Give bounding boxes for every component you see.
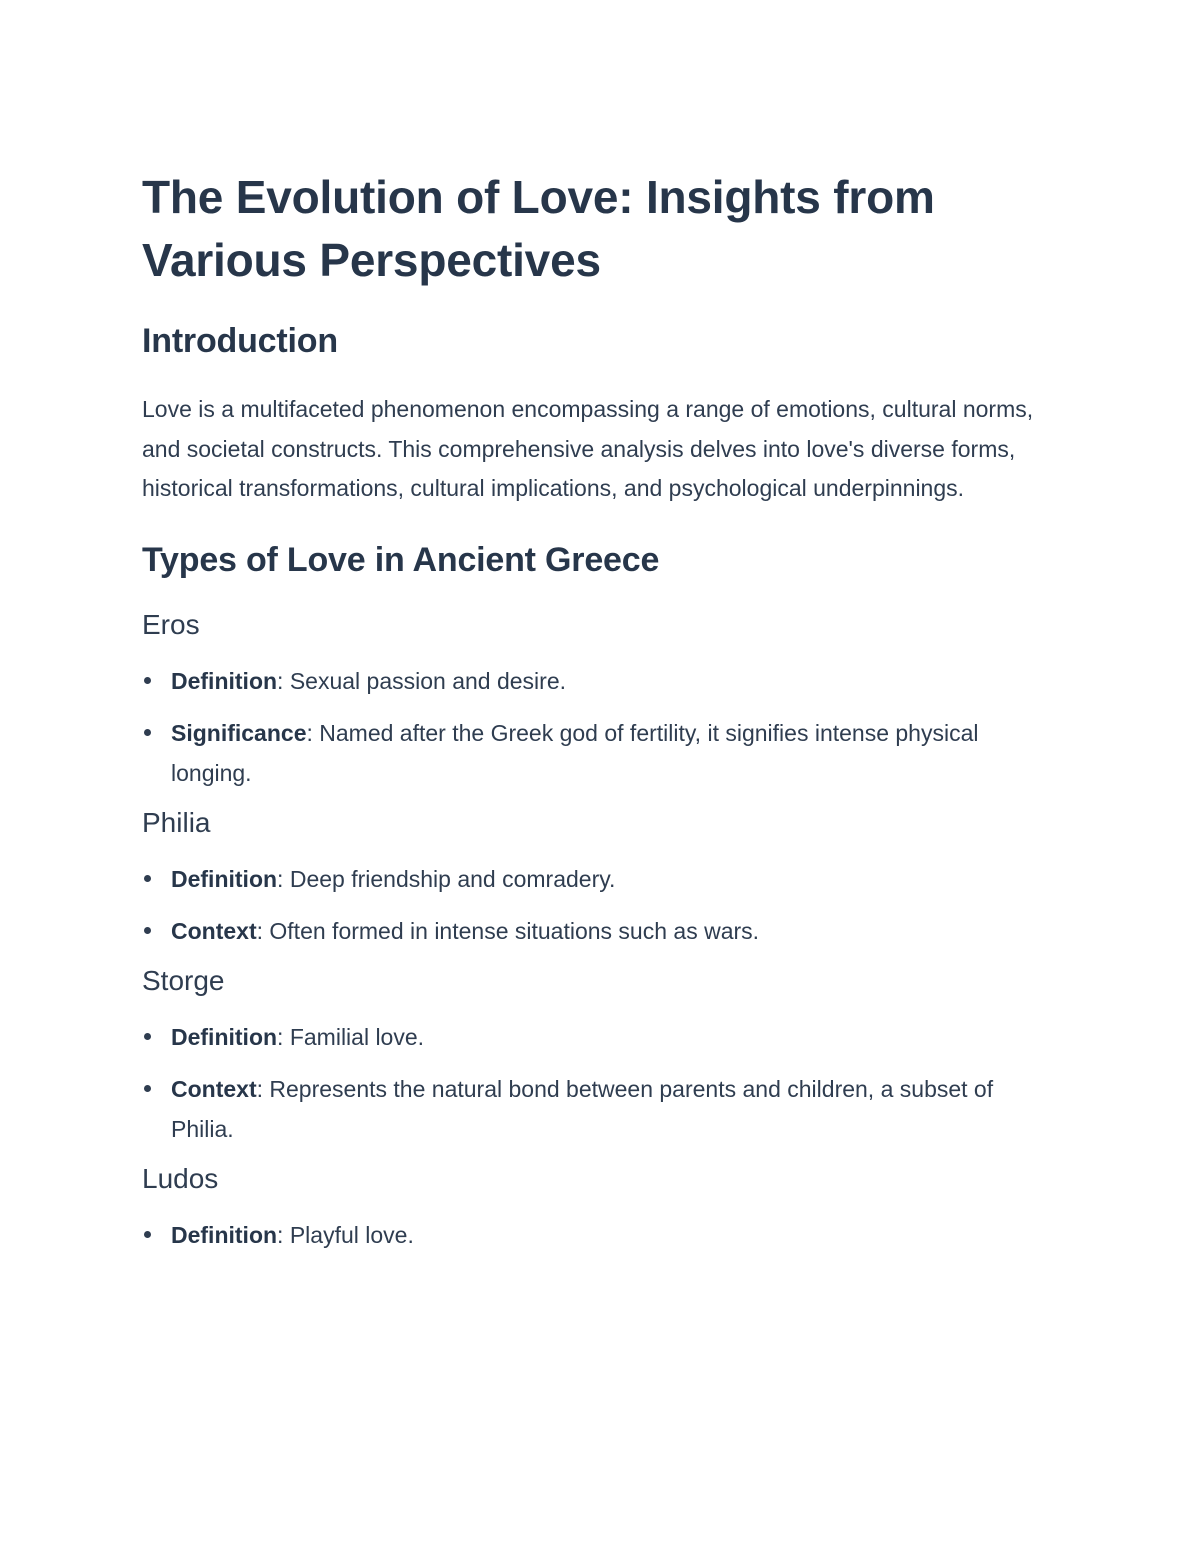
item-label: Definition bbox=[171, 1221, 278, 1248]
item-label: Definition bbox=[171, 865, 278, 892]
item-separator: : bbox=[277, 1221, 284, 1248]
bullet-icon bbox=[144, 875, 151, 882]
item-label: Definition bbox=[171, 667, 278, 694]
bullet-icon bbox=[144, 1085, 151, 1092]
list-item bbox=[142, 911, 1062, 951]
document-title: The Evolution of Love: Insights from Various Perspectives bbox=[142, 171, 935, 286]
list-item bbox=[142, 1069, 1062, 1149]
bullet-icon bbox=[144, 677, 151, 684]
document-page bbox=[142, 166, 1062, 1267]
list-item bbox=[142, 1017, 1062, 1057]
item-text: Sexual passion and desire. bbox=[283, 667, 567, 694]
philia-list bbox=[142, 859, 1062, 951]
introduction-paragraph: Love is a multifaceted phenomenon encompassing a range of emotions, cultural norms, and societal constructs. This comprehensive analysis delves into love's diverse forms, historical transformations, cultural implications, and psychological underpinnings. bbox=[142, 396, 1034, 501]
item-text: Familial love. bbox=[283, 1023, 425, 1050]
eros-list bbox=[142, 661, 1062, 793]
type-heading-philia: Philia bbox=[142, 806, 211, 838]
bullet-icon bbox=[144, 1033, 151, 1040]
types-heading: Types of Love in Ancient Greece bbox=[142, 540, 660, 579]
item-separator: : bbox=[306, 719, 313, 746]
item-separator: : bbox=[256, 917, 264, 944]
type-heading-storge: Storge bbox=[142, 964, 225, 996]
item-separator: : bbox=[277, 1023, 284, 1050]
type-heading-ludos: Ludos bbox=[142, 1162, 219, 1194]
type-heading-eros: Eros bbox=[142, 608, 200, 640]
bullet-icon bbox=[144, 729, 151, 736]
item-text: Named after the Greek god of fertility, it signifies intense physical longing. bbox=[171, 719, 979, 786]
bullet-icon bbox=[144, 927, 151, 934]
item-label: Significance bbox=[171, 719, 307, 746]
storge-list bbox=[142, 1017, 1062, 1149]
item-label: Definition bbox=[171, 1023, 278, 1050]
item-text: Deep friendship and comradery. bbox=[283, 865, 616, 892]
introduction-heading: Introduction bbox=[142, 322, 338, 360]
item-label: Context bbox=[171, 1075, 257, 1102]
item-text: Often formed in intense situations such as wars. bbox=[263, 917, 760, 944]
list-item bbox=[142, 713, 1062, 793]
item-separator: : bbox=[256, 1075, 264, 1102]
item-text: Playful love. bbox=[283, 1221, 414, 1248]
list-item bbox=[142, 661, 1062, 701]
item-label: Context bbox=[171, 917, 257, 944]
ludos-list bbox=[142, 1215, 1062, 1255]
item-separator: : bbox=[277, 865, 284, 892]
bullet-icon bbox=[144, 1231, 151, 1238]
list-item bbox=[142, 859, 1062, 899]
item-text: Represents the natural bond between parents and children, a subset of Philia. bbox=[171, 1075, 994, 1142]
list-item bbox=[142, 1215, 1062, 1255]
item-separator: : bbox=[277, 667, 284, 694]
